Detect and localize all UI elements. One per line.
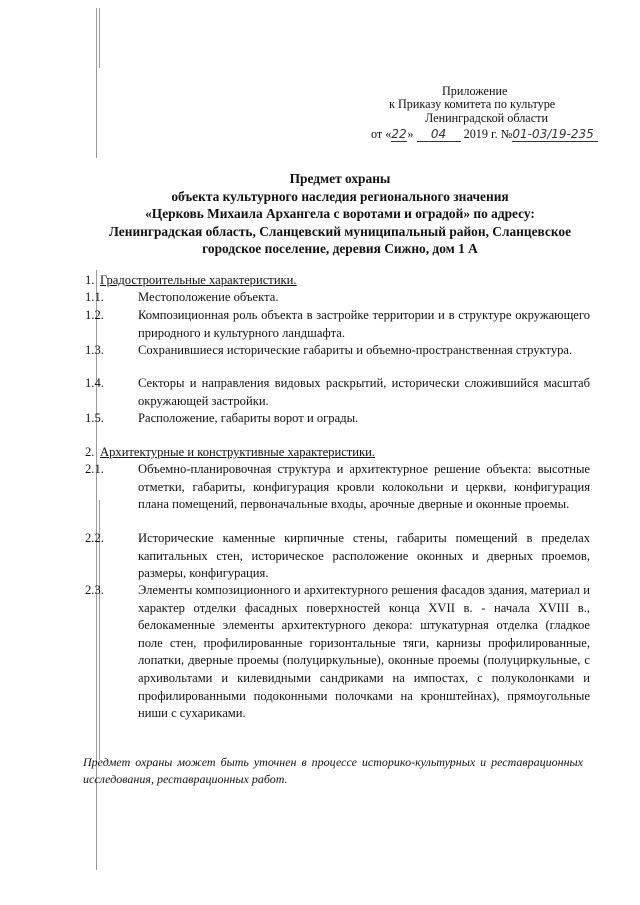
date-prefix: от «	[371, 127, 392, 141]
list-item	[85, 375, 590, 410]
title-line-3: «Церковь Михаила Архангела с воротами и оградой» по адресу:	[145, 206, 535, 221]
list-item	[85, 307, 590, 342]
title-line-2: объекта культурного наследия регионального значения	[171, 188, 509, 204]
section-number-2: 2.	[85, 445, 95, 459]
date-day: 22	[391, 127, 407, 141]
header-line-2: к Приказу комитета по культуре	[389, 97, 556, 111]
header-line-3: Ленинградской области	[425, 111, 548, 125]
date-month: 04	[417, 127, 461, 142]
title-line-5: городское поселение, деревия Сижно, дом 1 А	[202, 241, 478, 256]
item-text: Объемно-планировочная структура и архитектурное решение объекта: высотные отметки, габариты, конфигурация кровли колокольни и церкви, конфигурация плана помещений, первоначальные входы, арочные дверные и оконные проемы.	[138, 462, 590, 512]
item-number: 1.3.	[85, 343, 104, 357]
section-heading-text-1: Градостроительные характеристики.	[100, 273, 297, 287]
date-mid: »	[407, 127, 414, 141]
item-text: Элементы композиционного и архитектурного решения фасадов здания, материал и характер отделки фасадных поверхностей конца XVII в. - начала XVIII в., белокаменные элементы архитектурного декора: штукатурная отделка (гладкое поле стен, профилированные горизонтальные тяги, карнизы профилированные, лопатки, дверные проемы (полуциркульные), оконные проемы (полуциркульные, с архивольтами и килевидными сандриками на импостах, с полуколонками и профилированными подоконными полочками на кронштейнах), прямоугольные ниши с сухариками.	[138, 583, 590, 721]
list-item	[85, 461, 590, 514]
item-number: 1.2.	[85, 308, 104, 322]
item-text: Сохранившиеся исторические габариты и объемно-пространственная структура.	[138, 343, 573, 357]
date-year: 2019 г. №	[463, 127, 513, 141]
item-text: Исторические каменные кирпичные стены, габариты помещений в пределах капитальных стен, историческое расположение оконных и дверных проемов, размеры, конфигурация.	[138, 531, 590, 581]
scan-margin-line	[96, 8, 97, 158]
header-date-line	[371, 127, 598, 142]
title-line-1: Предмет охраны	[289, 171, 391, 186]
order-number: 01-03/19-235	[512, 127, 598, 142]
title-line-4: Ленинградская область, Сланцевский муниципальный район, Сланцевское	[108, 223, 572, 239]
item-text: Местоположение объекта.	[138, 290, 279, 304]
list-item	[85, 342, 590, 360]
list-item	[85, 410, 590, 428]
item-number: 1.5.	[85, 411, 104, 425]
item-number: 2.3.	[85, 583, 104, 597]
header-line-1: Приложение	[442, 84, 508, 98]
section-heading-text-2: Архитектурные и конструктивные характеристики.	[100, 445, 376, 459]
footnote: Предмет охраны может быть уточнен в процессе историко-культурных и реставрационных исследования, реставрационных работ.	[83, 755, 583, 786]
section-heading-1	[85, 273, 297, 288]
document-title	[60, 170, 620, 258]
item-number: 1.1.	[85, 290, 104, 304]
item-number: 1.4.	[85, 376, 104, 390]
list-item	[85, 289, 590, 307]
list-item	[85, 530, 590, 583]
item-number: 2.2.	[85, 531, 104, 545]
section-heading-2	[85, 445, 376, 460]
scan-margin-line	[99, 8, 100, 68]
list-item	[85, 582, 590, 723]
item-text: Расположение, габариты ворот и ограды.	[138, 411, 359, 425]
section-number-1: 1.	[85, 273, 95, 287]
item-number: 2.1.	[85, 462, 104, 476]
item-text: Композиционная роль объекта в застройке территории и в структуре окружающего природного и культурного ландшафта.	[138, 308, 590, 340]
item-text: Секторы и направления видовых раскрытий, исторически сложившийся масштаб окружающей застройки.	[138, 376, 590, 408]
